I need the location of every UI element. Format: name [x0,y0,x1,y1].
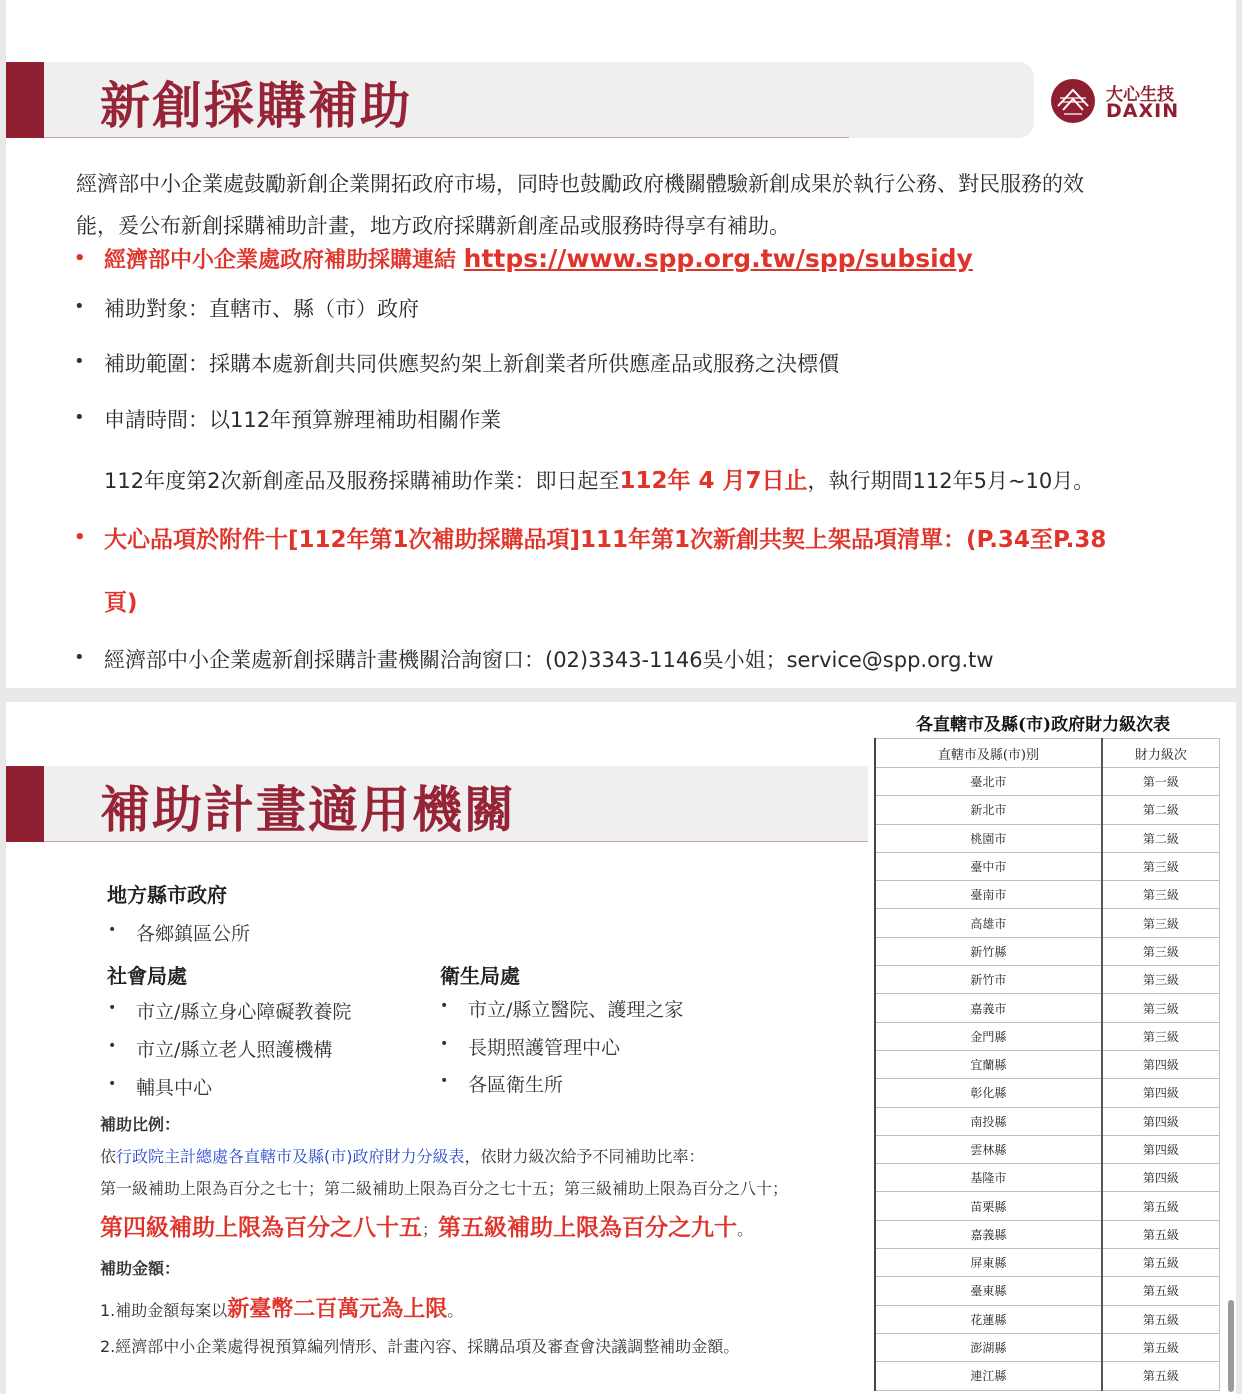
deadline-highlight: 112年 4 月7日止 [619,468,808,494]
accent-bar [6,62,44,138]
table-row [875,1220,1220,1248]
tier-cell: 第三級 [1102,1022,1220,1050]
tier-cell: 第五級 [1102,1277,1220,1305]
amount-line1-end: 。 [447,1301,464,1320]
subsidy-link-item [104,243,973,274]
title-banner [6,766,868,842]
bullet-dot: • [108,1000,117,1016]
column-header: 財力級次 [1102,739,1220,768]
logo-name-en: DAXIN [1106,100,1180,122]
subsidy-link[interactable]: https://www.spp.org.tw/spp/subsidy [463,244,973,273]
tier-cell: 第四級 [1102,1135,1220,1163]
tier-cell: 第四級 [1102,1107,1220,1135]
tier4-ratio: 第四級補助上限為百分之八十五 [100,1215,422,1241]
city-cell: 臺南市 [875,881,1102,909]
bullet-dot: • [108,1038,117,1054]
city-cell: 新竹市 [875,966,1102,994]
tier-cell: 第五級 [1102,1192,1220,1220]
city-cell: 連江縣 [875,1362,1102,1390]
table-row [875,909,1220,937]
tier-cell: 第五級 [1102,1305,1220,1333]
tier-cell: 第四級 [1102,1164,1220,1192]
bullet-dot: • [440,1073,449,1089]
city-cell: 屏東縣 [875,1249,1102,1277]
city-cell: 新竹縣 [875,937,1102,965]
table-row [875,1305,1220,1333]
ratio-end: 。 [737,1220,754,1239]
city-cell: 臺北市 [875,768,1102,796]
bullet-dot: • [74,527,86,548]
slide-eligible-agencies [6,702,1236,1394]
health-item: 市立/縣立醫院、護理之家 [468,999,684,1021]
table-row [875,1079,1220,1107]
table-row [875,852,1220,880]
table-row [875,1362,1220,1390]
ratio-line2: 第一級補助上限為百分之七十；第二級補助上限為百分之七十五；第三級補助上限為百分之八十； [100,1179,789,1198]
contact-item: 經濟部中小企業處新創採購計畫機關洽詢窗口：(02)3343-1146吳小姐；service@spp.org.tw [104,648,994,672]
tier-cell: 第二級 [1102,824,1220,852]
time-detail-suffix: ，執行期間112年5月~10月。 [807,469,1095,493]
table-row [875,1135,1220,1163]
tier-cell: 第五級 [1102,1333,1220,1361]
ratio-line3 [100,1209,753,1242]
ratio-prefix: 依 [100,1147,117,1166]
logo-name-zh: 大心生技 [1106,85,1174,105]
social-item: 市立/縣立身心障礙教養院 [136,1001,352,1023]
bullet-dot: • [108,922,117,938]
table-row [875,768,1220,796]
city-cell: 基隆市 [875,1164,1102,1192]
tier-cell: 第五級 [1102,1362,1220,1390]
application-time-item: 申請時間：以112年預算辦理補助相關作業 [104,408,502,432]
tier-cell: 第一級 [1102,768,1220,796]
table-row [875,994,1220,1022]
bullet-dot: • [74,296,85,317]
table-row [875,1249,1220,1277]
city-cell: 嘉義市 [875,994,1102,1022]
social-item: 市立/縣立老人照護機構 [136,1039,333,1061]
table-row [875,1050,1220,1078]
city-cell: 苗栗縣 [875,1192,1102,1220]
bullet-dot: • [74,407,85,428]
tier-cell: 第四級 [1102,1050,1220,1078]
amount-line1 [100,1292,463,1323]
intro-paragraph-line1: 經濟部中小企業處鼓勵新創企業開拓政府市場，同時也鼓勵政府機關體驗新創成果於執行公務、對民服務的效 [76,172,1084,196]
tier-cell: 第五級 [1102,1220,1220,1248]
intro-paragraph-line2: 能，爰公布新創採購補助計畫，地方政府採購新創產品或服務時得享有補助。 [76,214,790,238]
table-row [875,1333,1220,1361]
subsidy-link-label: 經濟部中小企業處政府補助採購連結 [104,248,464,273]
health-item: 各區衛生所 [468,1074,564,1096]
amount-heading: 補助金額： [100,1259,181,1278]
daxin-logo-icon [1050,78,1096,124]
table-row [875,966,1220,994]
health-item: 長期照護管理中心 [468,1037,621,1059]
city-cell: 彰化縣 [875,1079,1102,1107]
tier-cell: 第三級 [1102,909,1220,937]
city-cell: 宜蘭縣 [875,1050,1102,1078]
application-time-detail [104,462,1094,495]
city-cell: 花蓮縣 [875,1305,1102,1333]
bullet-dot: • [74,647,85,668]
tier-cell: 第四級 [1102,1079,1220,1107]
title-underline [44,841,868,842]
bullet-dot: • [74,248,86,269]
social-item: 輔具中心 [136,1077,213,1099]
table-row [875,881,1220,909]
title-underline [44,137,849,138]
city-cell: 雲林縣 [875,1135,1102,1163]
city-cell: 新北市 [875,796,1102,824]
finance-tier-table [874,738,1220,1391]
table-row [875,937,1220,965]
company-logo [1050,78,1190,126]
tier5-ratio: 第五級補助上限為百分之九十 [438,1215,738,1241]
daxin-items-line2: 頁) [104,590,138,616]
social-heading: 社會局處 [107,964,187,988]
health-heading: 衛生局處 [440,964,520,988]
city-cell: 南投縣 [875,1107,1102,1135]
tier-cell: 第三級 [1102,881,1220,909]
city-cell: 金門縣 [875,1022,1102,1050]
table-row [875,796,1220,824]
finance-table-link[interactable]: 行政院主計總處各直轄市及縣(市)政府財力分級表 [116,1147,465,1166]
amount-line2: 2.經濟部中小企業處得視預算編列情形、計畫內容、採購品項及審查會決議調整補助金額。 [100,1337,740,1356]
tier-cell: 第三級 [1102,994,1220,1022]
column-header: 直轄市及縣(市)別 [875,739,1102,768]
city-cell: 嘉義縣 [875,1220,1102,1248]
bullet-dot: • [440,998,449,1014]
time-detail-prefix: 112年度第2次新創產品及服務採購補助作業：即日起至 [104,469,620,493]
tier-cell: 第三級 [1102,937,1220,965]
amount-line1-prefix: 1.補助金額每案以 [100,1301,228,1320]
subsidy-scope-item: 補助範圍：採購本處新創共同供應契約架上新創業者所供應產品或服務之決標價 [104,352,839,376]
table-row [875,1164,1220,1192]
tier-cell: 第五級 [1102,1249,1220,1277]
city-cell: 高雄市 [875,909,1102,937]
ratio-suffix: ，依財力級次給予不同補助比率： [464,1147,705,1166]
subsidy-target-item: 補助對象：直轄市、縣（市）政府 [104,297,419,321]
scrollbar-thumb[interactable] [1228,1300,1234,1392]
table-header-row [875,739,1220,768]
amount-cap: 新臺幣二百萬元為上限 [227,1297,448,1322]
page-title: 新創採購補助 [100,77,412,135]
table-row [875,824,1220,852]
finance-table-title: 各直轄市及縣(市)政府財力級次表 [916,715,1171,735]
bullet-dot: • [108,1076,117,1092]
page-title: 補助計畫適用機關 [100,781,516,839]
table-row [875,1022,1220,1050]
table-row [875,1192,1220,1220]
city-cell: 桃園市 [875,824,1102,852]
slide-new-venture-procurement [6,0,1236,688]
city-cell: 臺東縣 [875,1277,1102,1305]
tier-cell: 第二級 [1102,796,1220,824]
ratio-heading: 補助比例： [100,1115,181,1134]
tier-cell: 第三級 [1102,852,1220,880]
accent-bar [6,766,44,842]
local-gov-item: 各鄉鎮區公所 [136,923,251,945]
table-body [875,768,1220,1391]
ratio-line1 [100,1144,705,1167]
city-cell: 澎湖縣 [875,1333,1102,1361]
bullet-dot: • [74,351,85,372]
bullet-dot: • [440,1036,449,1052]
daxin-items-line1: 大心品項於附件十[112年第1次補助採購品項]111年第1次新創共契上架品項清單：(P.34至P.38 [104,527,1107,553]
table-row [875,1277,1220,1305]
ratio-separator: ； [422,1220,439,1239]
tier-cell: 第三級 [1102,966,1220,994]
local-gov-heading: 地方縣市政府 [107,883,227,907]
table-row [875,1107,1220,1135]
city-cell: 臺中市 [875,852,1102,880]
title-banner [6,62,1036,138]
